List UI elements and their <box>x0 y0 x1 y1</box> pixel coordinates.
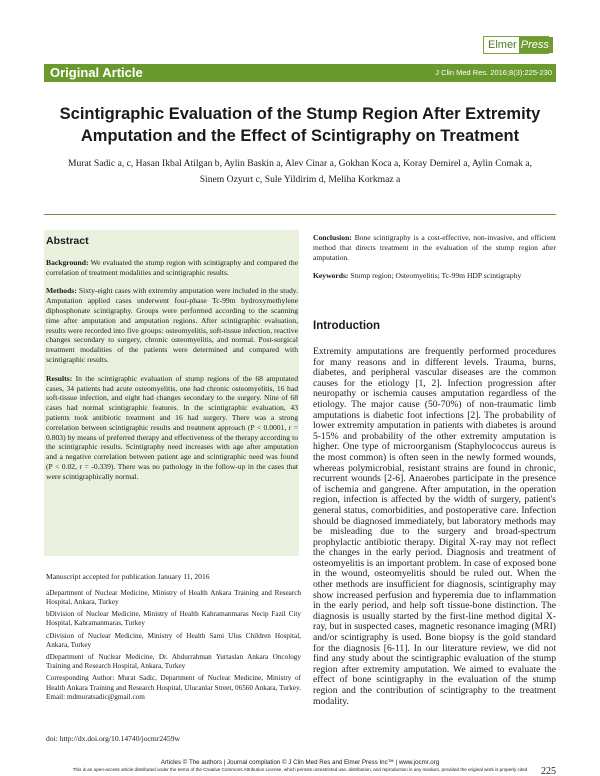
methods-text: Sixty-eight cases with extremity amputation were included in the study. Amputation applied cases underwent four-phase Tc-99m hydroxymethylene diphosphonate scintigraphy. Groups were performed according to the scanning time after amputation and amputation regions. After scintigraphic evaluation, results were recorded into five groups: osteomyelitis, soft-tissue infection, reactive changes secondary to surgery, chronic osteomyelitis, and normal. Post-surgical treatment modalities of the patients were determined and compared with scintigraphic results. <box>46 286 298 364</box>
affiliation-b: bDivision of Nuclear Medicine, Ministry of Health Kahramanmaras Necip Fazil City Hospital, Kahramanmaras, Turkey <box>46 610 301 628</box>
methods-label: Methods: <box>46 286 77 296</box>
page-footer <box>44 759 556 773</box>
front-matter-notes <box>46 572 301 705</box>
abstract-section <box>46 237 298 491</box>
footer-license: This is an open-access article distributed under the terms of the Creative Commons Attribution License, which permits unrestricted use, distribution, and reproduction in any medium, provided the original work is properly cited <box>72 767 528 772</box>
keywords-text: Stump region; Osteomyelitis; Tc-99m HDP scintigraphy <box>350 271 522 281</box>
abstract-continued <box>313 233 556 290</box>
keywords-label: Keywords: <box>313 271 349 281</box>
introduction-text: Extremity amputations are frequently performed procedures for many reasons and in different levels. Trauma, burns, diabetes, and peripheral vascular diseases are the common causes for the etiology [1, 2]. Infection progression after neuropathy or ischemia causes amputation regardless of the etiology. The major cause (50-70%) of non-traumatic limb amputations is diabetic foot infections [2]. The probability of lower extremity amputation in patients with diabetes is around 5-15% and probability of the other extremity amputation is higher. One type of microorganism (Staphylococcus aureus is the most common) is often seen in the newly formed wounds, whereas polymicrobial, resistant strains are found in chronic, recurrent wounds [2-6]. Anaerobes participate in the presence of ischemia and gangrene. After amputation, in the operation region, infection is affected by the width of surgery, patient's general status, comorbidities, and postoperative care. Infection should be diagnosed immediately, but laboratory methods may be misleading due to the surgery and broad-spectrum prophylactic antibiotic therapy. Digital X-ray may not reflect the changes in the early period. Diagnosis and treatment of osteomyelitis is an important problem. In case of exposed bone in the wound, osteomyelitis should be ruled out. When the other methods are insufficient for diagnosis, scintigraphy may show increased perfusion and hyperemia due to inflammation in the early period, and help soft tissue-bone distinction. The diagnosis is usually started by the first-line method digital X-ray, but in suspected cases, magnetic resonance imaging (MRI) and/or scintigraphy is used. Bone biopsy is the gold standard for the diagnosis [6-11]. In our literature review, we did not find any study about the scintigraphic evaluation of the stump region after extremity amputation. We aimed to evaluate the effect of bone scintigraphy in the evaluation of the stump region and the contribution of scintigraphy to the treatment modality. <box>313 346 556 707</box>
background-label: Background: <box>46 257 89 267</box>
journal-citation: J Clin Med Res. 2016;8(3):225-230 <box>435 68 552 77</box>
publisher-logo <box>483 36 549 54</box>
logo-part-1: Elmer <box>484 37 519 53</box>
section-divider <box>44 214 556 215</box>
introduction-heading: Introduction <box>313 320 381 332</box>
conclusion-label: Conclusion: <box>313 233 352 242</box>
affiliation-d: dDepartment of Nuclear Medicine, Dr. Abdurrahman Yurtaslan Ankara Oncology Training and Research Hospital, Ankara, Turkey <box>46 653 301 671</box>
article-banner <box>44 64 556 82</box>
manuscript-note: Manuscript accepted for publication January 11, 2016 <box>46 572 210 581</box>
affiliation-a: aDepartment of Nuclear Medicine, Ministry of Health Ankara Training and Research Hospital, Ankara, Turkey <box>46 588 301 606</box>
page-number: 225 <box>541 766 556 776</box>
abstract-conclusion-paragraph <box>313 233 556 262</box>
affiliation-c: cDivision of Nuclear Medicine, Ministry of Health Sami Ulus Children Hospital, Ankara, Turkey <box>46 631 301 649</box>
abstract-methods-paragraph <box>46 286 298 364</box>
paper-title: Scintigraphic Evaluation of the Stump Region After Extremity Amputation and the Effect of Scintigraphy on Treatment <box>59 105 541 145</box>
abstract-heading: Abstract <box>46 235 89 247</box>
keywords-paragraph <box>313 271 556 281</box>
conclusion-text: Bone scintigraphy is a cost-effective, non-invasive, and efficient method that directs treatment in the evaluation of the stump region after amputation. <box>313 233 556 262</box>
corresponding-author: Corresponding Author: Murat Sadic, Department of Nuclear Medicine, Ministry of Health Ankara Training and Research Hospital, Ulucanlar Street, 06560 Ankara, Turkey. Email: mdmuratsadic@gmail.com <box>46 674 301 701</box>
results-text: In the scintigraphic evaluation of stump regions of the 68 amputated cases, 34 patients had acute osteomyelitis, one had chronic osteomyelitis, 16 had soft-tissue infection, and eight had changes secondary to the surgery. Nine of 68 cases had normal scintigraphic features. In the scintigraphic evaluation, 43 patients took antibiotic treatment and 16 had surgery. There was a strong correlation between scintigraphic results and treatment approach (P < 0.0001, r = 0.803) by means of preferred therapy and effectiveness of the therapy according to the scintigraphic results. Scintigraphy need increases with age after amputation and a negative correlation between patient age and scintigraphic need was found (P < 0.02, r = -0.339). There was no pathology in the follow-up in the cases that were scintigraphically normal. <box>46 373 298 481</box>
results-label: Results: <box>46 373 73 383</box>
doi-link[interactable]: doi: http://dx.doi.org/10.14740/jocmr2459w <box>46 734 181 743</box>
footer-copyright: Articles © The authors | Journal compilation © J Clin Med Res and Elmer Press Inc™ | www.jocmr.org <box>160 759 440 766</box>
logo-part-2: Press <box>519 37 553 53</box>
author-list: Murat Sadic a, c, Hasan Ikbal Atilgan b, Aylin Baskin a, Alev Cinar a, Gokhan Koca a, Koray Demirel a, Aylin Comak a, Sinem Ozyurt c, Sule Yildirim d, Meliha Korkmaz a <box>68 158 532 185</box>
abstract-results-paragraph <box>46 374 298 482</box>
article-type: Original Article <box>50 65 143 80</box>
abstract-background-paragraph <box>46 258 298 278</box>
background-text: We evaluated the stump region with scintigraphy and compared the correlation of treatment modalities and scintigraphic results. <box>46 257 299 277</box>
